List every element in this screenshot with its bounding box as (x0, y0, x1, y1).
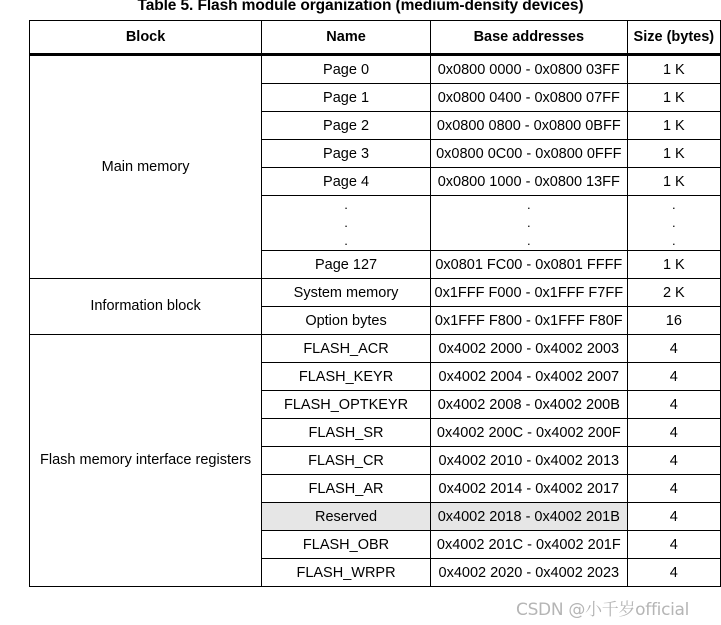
row-address: 0x0801 FC00 - 0x0801 FFFF (430, 251, 627, 279)
row-size: 1 K (627, 112, 720, 140)
row-address: 0x0800 0800 - 0x0800 0BFF (430, 112, 627, 140)
row-address: 0x4002 2008 - 0x4002 200B (430, 391, 627, 419)
row-address: 0x0800 0000 - 0x0800 03FF (430, 55, 627, 84)
row-address: 0x4002 2004 - 0x4002 2007 (430, 363, 627, 391)
row-name: Reserved (262, 503, 431, 531)
row-address: 0x4002 2000 - 0x4002 2003 (430, 335, 627, 363)
row-size: 4 (627, 475, 720, 503)
ellipsis-dot: . (344, 215, 348, 230)
row-size: 4 (627, 531, 720, 559)
ellipsis-name (262, 196, 431, 251)
row-size: 4 (627, 391, 720, 419)
block-information: Information block (30, 279, 262, 335)
row-name: Page 2 (262, 112, 431, 140)
ellipsis-dot: . (672, 233, 676, 248)
row-address: 0x1FFF F000 - 0x1FFF F7FF (430, 279, 627, 307)
row-size: 4 (627, 335, 720, 363)
row-name: FLASH_CR (262, 447, 431, 475)
row-name: FLASH_AR (262, 475, 431, 503)
table-title: Table 5. Flash module organization (medium-density devices) (137, 0, 584, 14)
row-name: Page 0 (262, 55, 431, 84)
row-size: 4 (627, 447, 720, 475)
row-size: 1 K (627, 251, 720, 279)
row-size: 1 K (627, 168, 720, 196)
row-address: 0x0800 1000 - 0x0800 13FF (430, 168, 627, 196)
row-address: 0x4002 2010 - 0x4002 2013 (430, 447, 627, 475)
ellipsis-size (627, 196, 720, 251)
row-size: 4 (627, 559, 720, 587)
table-header-row (30, 21, 721, 55)
row-name: Page 127 (262, 251, 431, 279)
row-size: 2 K (627, 279, 720, 307)
row-address: 0x4002 2020 - 0x4002 2023 (430, 559, 627, 587)
ellipsis-address (430, 196, 627, 251)
row-address: 0x4002 201C - 0x4002 201F (430, 531, 627, 559)
ellipsis-dot: . (344, 197, 348, 212)
ellipsis-dot: . (526, 215, 531, 230)
row-name: Page 4 (262, 168, 431, 196)
row-name: FLASH_OBR (262, 531, 431, 559)
header-size: Size (bytes) (627, 21, 720, 55)
row-size: 16 (627, 307, 720, 335)
watermark: CSDN @小千岁official (516, 600, 690, 620)
flash-organization-table (29, 20, 721, 587)
row-name: FLASH_OPTKEYR (262, 391, 431, 419)
row-address: 0x0800 0C00 - 0x0800 0FFF (430, 140, 627, 168)
row-size: 1 K (627, 140, 720, 168)
row-address: 0x4002 2014 - 0x4002 2017 (430, 475, 627, 503)
row-name: System memory (262, 279, 431, 307)
row-name: FLASH_KEYR (262, 363, 431, 391)
header-base-addresses: Base addresses (430, 21, 627, 55)
table-row (30, 279, 721, 307)
row-name: Page 1 (262, 84, 431, 112)
ellipsis-dot: . (672, 197, 676, 212)
row-address: 0x0800 0400 - 0x0800 07FF (430, 84, 627, 112)
ellipsis-dot: . (344, 233, 348, 248)
table-row (30, 55, 721, 84)
row-size: 4 (627, 363, 720, 391)
header-block: Block (30, 21, 262, 55)
row-size: 1 K (627, 55, 720, 84)
row-address: 0x1FFF F800 - 0x1FFF F80F (430, 307, 627, 335)
row-name: Page 3 (262, 140, 431, 168)
row-name: FLASH_SR (262, 419, 431, 447)
header-name: Name (262, 21, 431, 55)
row-size: 4 (627, 419, 720, 447)
ellipsis-dot: . (672, 215, 676, 230)
row-size: 1 K (627, 84, 720, 112)
table-row (30, 335, 721, 363)
row-name: FLASH_ACR (262, 335, 431, 363)
block-flash-registers: Flash memory interface registers (30, 335, 262, 587)
row-address: 0x4002 200C - 0x4002 200F (430, 419, 627, 447)
row-name: FLASH_WRPR (262, 559, 431, 587)
ellipsis-dot: . (526, 197, 531, 212)
row-name: Option bytes (262, 307, 431, 335)
row-address: 0x4002 2018 - 0x4002 201B (430, 503, 627, 531)
row-size: 4 (627, 503, 720, 531)
ellipsis-dot: . (526, 233, 531, 248)
block-main-memory: Main memory (30, 55, 262, 279)
